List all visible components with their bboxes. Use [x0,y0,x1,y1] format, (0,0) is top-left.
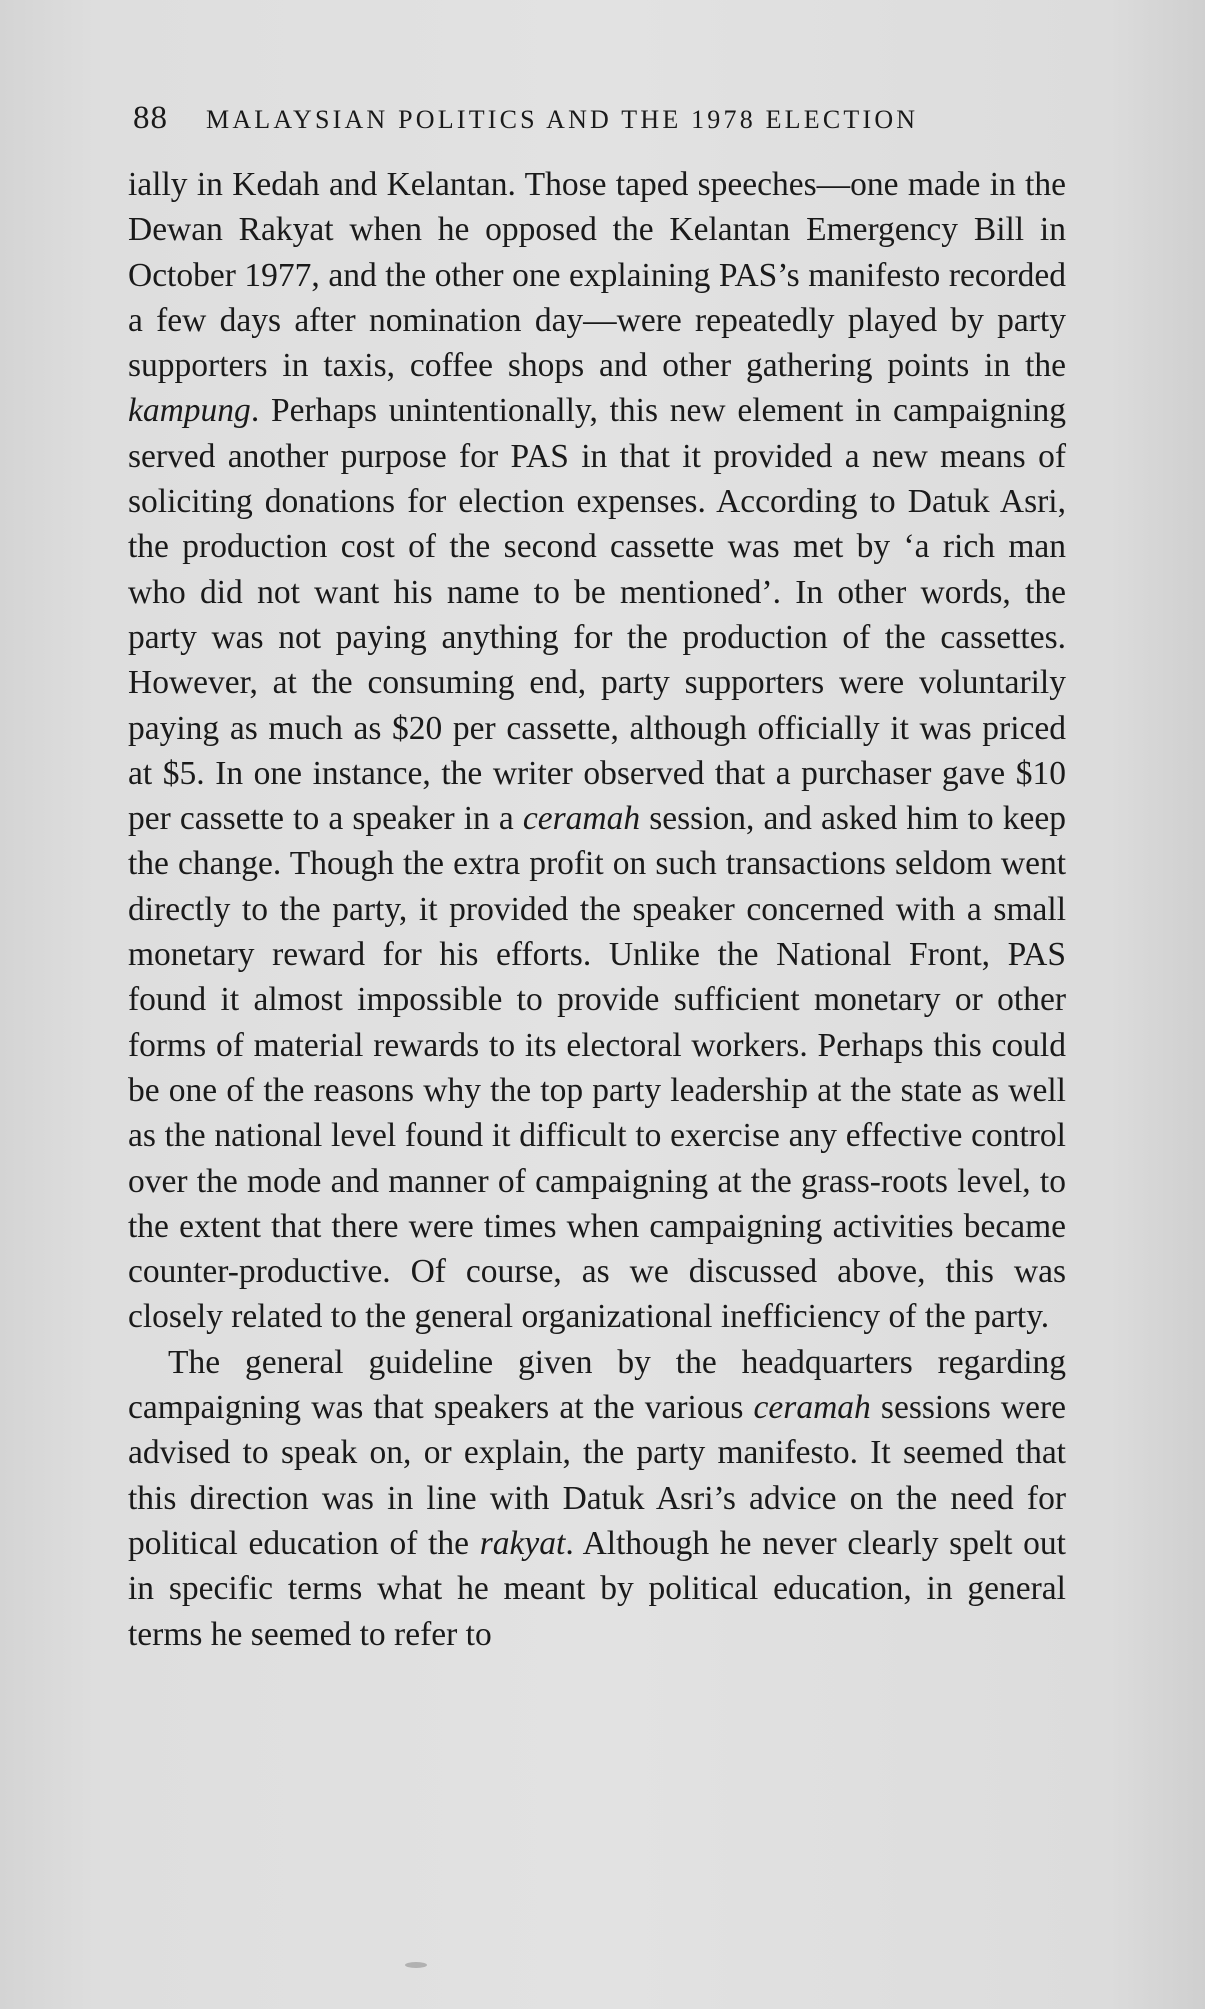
running-head [133,100,1053,140]
italic-term: ceramah [522,800,641,838]
text-run: . Perhaps unintentionally, this new element in campaigning served another purpose for PAS in that it provided a new means of soliciting donations for election expenses. According to Datuk Asri, the production cost of the second cassette was met by ‘a rich man who did not want his name to be mentioned’. In other words, the party was not paying anything for the production of the cassettes. However, at the consuming end, party supporters were voluntarily paying as much as $20 per cassette, although officially it was priced at $5. In one instance, the writer observed that a purchaser gave $10 per cassette to a speaker in a [128,392,1066,838]
running-title: MALAYSIAN POLITICS AND THE 1978 ELECTION [206,105,919,134]
text-run: sessions were advised to speak on, or explain, the party manifesto. It seemed that this direction was in line with Datuk Asri’s advice on the need for political education of the [128,1389,1066,1562]
italic-term: rakyat [479,1524,566,1562]
text-run: ially in Kedah and Kelantan. Those taped speeches—one made in the Dewan Rakyat when he opposed the Kelantan Emergency Bill in October 1977, and the other one explaining PAS’s manifesto recorded a few days after nomination day—were repeatedly played by party supporters in taxis, coffee shops and other gathering points in the [128,166,1066,385]
paragraph [128,162,1066,1340]
italic-term: kampung [128,392,251,430]
italic-term: ceramah [753,1389,871,1427]
text-run: The general guideline given by the headquarters regarding campaigning was that speakers at the various [128,1343,1066,1427]
text-run: session, and asked him to keep the change. Though the extra profit on such transactions seldom went directly to the party, it provided the speaker concerned with a small monetary reward for his efforts. Unlike the National Front, PAS found it almost impossible to provide sufficient monetary or other forms of material rewards to its electoral workers. Perhaps this could be one of the reasons why the top party leadership at the state as well as the national level found it difficult to exercise any effective control over the mode and manner of campaigning at the grass-roots level, to the extent that there were times when campaigning activities became counter-productive. Of course, as we discussed above, this was closely related to the general organizational inefficiency of the party. [128,800,1067,1336]
text-run: . Although he never clearly spelt out in specific terms what he meant by political education, in general terms he seemed to refer to [128,1524,1066,1653]
page-smudge [405,1962,427,1968]
body-text [128,162,1066,1657]
page-number: 88 [133,100,168,136]
paragraph [128,1340,1066,1657]
